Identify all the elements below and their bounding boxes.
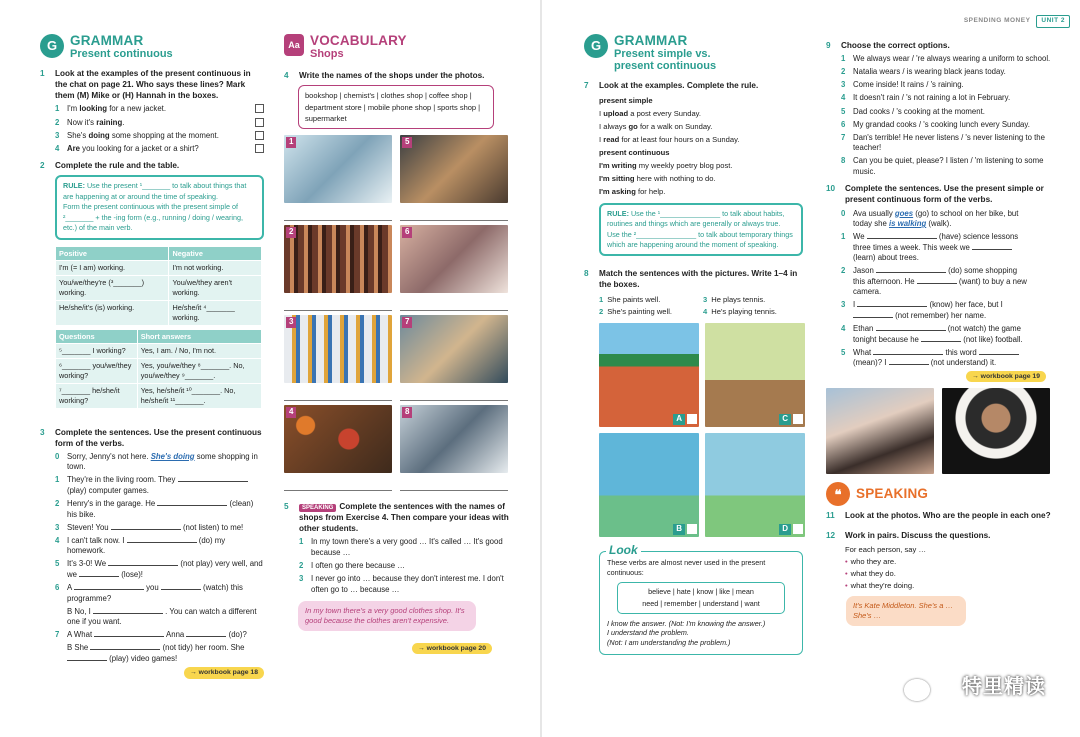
- exercise-4: 4 Write the names of the shops under the photos.: [284, 71, 485, 81]
- answer-box[interactable]: [687, 524, 697, 534]
- list-item: 4 Are you looking for a jacket or a shirt?: [55, 144, 264, 155]
- list-item: 2 Jason (do) some shopping this afternoon. He (want) to buy a new camera.: [841, 266, 1027, 297]
- photo-kate-middleton: [826, 388, 934, 474]
- answer-blank[interactable]: [186, 630, 226, 637]
- section-subtitle: Present continuous: [70, 48, 173, 61]
- section-title: SPEAKING: [856, 486, 929, 502]
- picture-letter: A: [673, 414, 685, 425]
- bullet-item: • what they do.: [845, 568, 896, 578]
- answer-line[interactable]: [400, 293, 508, 311]
- grammar2-header: [584, 34, 806, 72]
- grammar-header: [40, 34, 264, 60]
- example-sentence: I'm writing my weekly poetry blog post.: [599, 160, 733, 170]
- answer-blank[interactable]: [178, 475, 248, 482]
- answer-blank[interactable]: [889, 358, 929, 365]
- list-item: 2 She's painting well.: [599, 306, 673, 316]
- answer-line[interactable]: [400, 473, 508, 491]
- list-item: 4 Ethan (not watch) the game tonight because he (not like) football.: [841, 324, 1023, 344]
- grammar2-column: [584, 34, 806, 655]
- grammar-table-2: Questions Short answers ⁵_______ I working? Yes, I am. / No, I'm not. ⁶_______ you/we/they working? Yes, you/we/they ⁸_______. No, you/we/they ⁹_______. ⁷_______ he/she/it working? Yes, he/she/it ¹⁰_______. No, he/she/it ¹¹_______.: [55, 329, 262, 409]
- shop-photo: [400, 405, 508, 473]
- photo-number: 3: [286, 317, 296, 328]
- exercise-picture: [705, 323, 805, 427]
- speech-bubble: It's Kate Middleton. She's a … She's …: [846, 596, 966, 626]
- example-sentence: I read for at least four hours on a Sunday.: [599, 135, 740, 145]
- exercise-picture: [599, 323, 699, 427]
- right-page: [542, 0, 1080, 737]
- shop-photo: [284, 135, 392, 203]
- photo-number: 8: [402, 407, 412, 418]
- list-item: 5 What this word (mean)? I (not understand) it.: [841, 348, 1031, 369]
- answer-line[interactable]: [284, 203, 392, 221]
- exercise-picture: [599, 433, 699, 537]
- speaking-header: [826, 482, 1052, 506]
- example-sentence: I'm asking for help.: [599, 186, 666, 196]
- answer-blank[interactable]: [94, 630, 164, 637]
- grammar-table-1: Positive Negative I'm (= I am) working. I'm not working. You/we/they're (³_______) working. You/we/they aren't working. He/she/it's (is) working. He/she/it ⁴_______ working.: [55, 246, 262, 326]
- exercise-9-items: [841, 54, 1052, 177]
- shop-photo-cell: [284, 135, 392, 225]
- look-box: Look These verbs are almost never used in the present continuous: believe | hate | know | like | mean need | remember | understand | want I know the answer. (Not: I'm knowing the answer.) I understand the problem. (Not: I am understanding the problem.): [599, 551, 803, 655]
- shop-photo-cell: [284, 405, 392, 495]
- answer-checkbox[interactable]: [255, 144, 264, 153]
- list-item: 8 Can you be quiet, please? I listen / 'm listening to some music.: [841, 156, 1044, 176]
- wechat-logo-icon: [904, 679, 930, 701]
- example-sentence: I upload a post every Sunday.: [599, 109, 702, 119]
- shop-photo: [284, 405, 392, 473]
- section-title: VOCABULARY: [310, 33, 407, 48]
- exercise-3: 3 Complete the sentences. Use the present continuous form of the verbs.: [40, 427, 262, 448]
- answer-line[interactable]: [284, 383, 392, 401]
- picture-grid: [599, 323, 806, 537]
- list-item: 5 Dad cooks / 's cooking at the moment.: [841, 106, 985, 116]
- picture-letter: B: [673, 524, 685, 535]
- example-answer: She's doing: [150, 451, 195, 461]
- look-title: Look: [606, 542, 641, 558]
- list-item: B No, I . You can watch a different one if you want.: [67, 606, 257, 627]
- exercise-12: 12 Work in pairs. Discuss the questions.: [826, 530, 991, 540]
- answer-line[interactable]: [400, 383, 508, 401]
- answer-blank[interactable]: [93, 607, 163, 614]
- list-item: 3 I (know) her face, but I (not remember) her name.: [841, 300, 1003, 320]
- list-item: 1 She paints well.: [599, 294, 661, 304]
- list-item: 4 He's playing tennis.: [703, 306, 777, 316]
- exercise-7: 7 Look at the examples. Complete the rule.: [584, 81, 759, 91]
- shop-photo-grid: [284, 135, 508, 495]
- speech-icon: ❝: [826, 482, 850, 506]
- answer-blank[interactable]: [853, 311, 893, 318]
- answer-box[interactable]: [687, 414, 697, 424]
- photo-number: 2: [286, 227, 296, 238]
- shop-photo-cell: [400, 225, 508, 315]
- picture-letter: C: [779, 414, 791, 425]
- list-item: 0 Ava usually goes (go) to school on her bike, but today she is walking (walk).: [841, 208, 1019, 229]
- shop-word-box: bookshop | chemist's | clothes shop | coffee shop | department store | mobile phone shop | sports shop | supermarket: [298, 85, 494, 129]
- section-label: SPENDING MONEY: [963, 17, 1031, 24]
- answer-line[interactable]: [284, 473, 392, 491]
- speaking-badge: SPEAKING: [299, 504, 336, 512]
- example-sentence: I always go for a walk on Sunday.: [599, 122, 713, 132]
- answer-line[interactable]: [284, 293, 392, 311]
- list-item: 7 A What Anna (do)?: [55, 630, 247, 640]
- answer-blank[interactable]: [127, 536, 197, 543]
- section-title: GRAMMAR: [614, 33, 688, 48]
- photo-man: [942, 388, 1050, 474]
- example-answer: goes: [894, 208, 914, 218]
- vocabulary-icon: Aa: [284, 34, 304, 56]
- shop-photo-cell: [284, 315, 392, 405]
- list-item: 1 In my town there's a very good … It's called … It's good because …: [299, 537, 503, 557]
- list-item: 1 We (have) science lessons three times a week. This week we (learn) about trees.: [841, 232, 1019, 263]
- grammar-icon: G: [584, 34, 608, 58]
- list-item: 5 It's 3-0! We (not play) very well, and we (lose)!: [55, 559, 263, 579]
- workbook-link[interactable]: → workbook page 19: [966, 371, 1046, 382]
- answer-blank[interactable]: [157, 499, 227, 506]
- page-header: [964, 15, 1070, 28]
- answer-checkbox[interactable]: [255, 131, 264, 140]
- answer-blank[interactable]: [161, 583, 201, 590]
- list-item: B She (not tidy) her room. She (play) video games!: [67, 643, 245, 663]
- exercise-5: 5 SPEAKING Complete the sentences with the names of shops from Exercise 4. Then compare your ideas with other students.: [284, 502, 509, 534]
- shop-photo-cell: [284, 225, 392, 315]
- bullet-item: • what they're doing.: [845, 581, 915, 590]
- answer-line[interactable]: [400, 203, 508, 221]
- list-item: 7 Dan's terrible! He never listens / 's never listening to the teacher!: [841, 132, 1045, 153]
- answer-blank[interactable]: [111, 523, 181, 530]
- shop-photo: [284, 225, 392, 293]
- verb-box: believe | hate | know | like | mean need | remember | understand | want: [617, 582, 785, 613]
- unit-badge: UNIT 2: [1036, 15, 1070, 28]
- examples-block: present simple I upload a post every Sunday. I always go for a walk on Sunday. I read for at least four hours on a Sunday. present continuous I'm writing my weekly poetry blog post. I'm sitting here with nothing to do. I'm asking for help.: [599, 95, 806, 198]
- exercise-8: 8 Match the sentences with the pictures. Write 1–4 in the boxes.: [584, 269, 798, 290]
- list-item: 1 They're in the living room. They (play) computer games.: [55, 475, 264, 496]
- section-subtitle: Shops: [310, 48, 344, 61]
- workbook-link[interactable]: → workbook page 18: [184, 667, 264, 678]
- answer-blank[interactable]: [979, 348, 1019, 355]
- answer-blank[interactable]: [857, 300, 927, 307]
- exercise-2: 2 Complete the rule and the table.: [40, 161, 180, 171]
- example-sentence: I'm sitting here with nothing to do.: [599, 173, 716, 183]
- shop-photo-cell: [400, 135, 508, 225]
- answer-box[interactable]: [793, 524, 803, 534]
- section-subtitle: Present simple vs. present continuous: [614, 48, 717, 73]
- bullet-item: • who they are.: [845, 556, 897, 566]
- list-item: 3 He plays tennis.: [703, 294, 766, 304]
- list-item: 3 She's doing some shopping at the moment.: [55, 131, 264, 142]
- discussion-list: For each person, say … • who they are. • what they do. • what they're doing.: [845, 544, 1052, 593]
- list-item: 1 We always wear / 're always wearing a uniform to school.: [841, 54, 1051, 64]
- list-item: 4 I can't talk now. I (do) my homework.: [55, 535, 226, 556]
- shop-photo-cell: [400, 315, 508, 405]
- watermark: 特里精读: [962, 676, 1046, 698]
- list-item: 6 My grandad cooks / 's cooking lunch every Sunday.: [841, 119, 1030, 129]
- answer-blank[interactable]: [921, 335, 961, 342]
- example-answer: is walking: [888, 219, 927, 229]
- answer-blank[interactable]: [876, 266, 946, 273]
- exercise-picture: [705, 433, 805, 537]
- exercise-10-items: [841, 209, 1031, 369]
- answer-blank[interactable]: [876, 324, 946, 331]
- vocabulary-header: [284, 34, 510, 60]
- answer-blank[interactable]: [873, 348, 943, 355]
- list-item: 6 A you (watch) this programme?: [55, 583, 243, 603]
- exercise-9: 9 Choose the correct options.: [826, 41, 950, 50]
- shop-photo: [284, 315, 392, 383]
- answer-box[interactable]: [793, 414, 803, 424]
- answer-blank[interactable]: [90, 643, 160, 650]
- list-item: 4 It doesn't rain / 's not raining a lot in February.: [841, 93, 1011, 103]
- list-item: 1 I'm looking for a new jacket.: [55, 104, 264, 115]
- exercise-5-items: [299, 537, 510, 595]
- list-item: 3 Steven! You (not listen) to me!: [55, 522, 244, 532]
- vocabulary-column: [284, 34, 510, 654]
- shop-photo: [400, 135, 508, 203]
- photo-number: 7: [402, 317, 412, 328]
- list-item: 0 Sorry, Jenny's not here. She's doing some shopping in town.: [55, 451, 258, 472]
- exercise-1: 1 Look at the examples of the present continuous in the chat on page 21. Who says these lines? Mark them (M) Mike or (H) Hannah in the boxes.: [40, 69, 251, 101]
- photo-number: 1: [286, 137, 296, 148]
- photo-number: 5: [402, 137, 412, 148]
- answer-blank[interactable]: [972, 243, 1012, 250]
- workbook-link[interactable]: → workbook page 20: [412, 643, 492, 654]
- exercise-8-items: [599, 295, 806, 318]
- answer-blank[interactable]: [74, 583, 144, 590]
- exercise-10: 10 Complete the sentences. Use the present simple or present continuous form of the verbs.: [826, 184, 1044, 205]
- answer-checkbox[interactable]: [255, 104, 264, 113]
- rule-box: RULE: Use the present ¹_______ to talk about things that are happening at or around the time of speaking. Form the present continuous with the present simple of ²_______ + the -ing form (e.g., running / doing / wearing, etc.) of the main verb.: [55, 175, 264, 239]
- shop-photo: [400, 315, 508, 383]
- list-item: 3 Come inside! It rains / 's raining.: [841, 80, 964, 90]
- photo-number: 6: [402, 227, 412, 238]
- list-item: 2 Now it's raining.: [55, 118, 264, 129]
- answer-blank[interactable]: [917, 277, 957, 284]
- grammar-icon: G: [40, 34, 64, 58]
- exercise-3-items: [55, 452, 264, 665]
- photo-number: 4: [286, 407, 296, 418]
- list-item: 3 I never go into … because they don't interest me. I don't often go to … because …: [299, 574, 504, 594]
- list-item: 2 Henry's in the garage. He (clean) his bike.: [55, 499, 254, 519]
- shop-photo: [400, 225, 508, 293]
- shop-photo-cell: [400, 405, 508, 495]
- exercises-column: [826, 40, 1052, 626]
- list-item: 2 Natalia wears / is wearing black jeans today.: [841, 67, 1006, 77]
- list-item: 2 I often go there because …: [299, 560, 406, 570]
- picture-letter: D: [779, 524, 791, 535]
- answer-checkbox[interactable]: [255, 118, 264, 127]
- grammar-column: [40, 34, 264, 679]
- answer-blank[interactable]: [867, 232, 937, 239]
- section-title: GRAMMAR: [70, 33, 144, 48]
- rule-box: RULE: Use the ¹_______________ to talk about habits, routines and things which are generally or always true. Use the ²_______________ to talk about temporary things which are happening around the moment of speaking.: [599, 203, 803, 257]
- answer-blank[interactable]: [67, 654, 107, 661]
- speaking-photos: [826, 388, 1052, 474]
- exercise-1-items: [55, 104, 264, 154]
- answer-blank[interactable]: [108, 559, 178, 566]
- exercise-11: 11 Look at the photos. Who are the people in each one?: [826, 511, 1051, 521]
- speech-bubble: In my town there's a very good clothes shop. It's good because the clothes aren't expensive.: [298, 601, 476, 631]
- answer-blank[interactable]: [79, 570, 119, 577]
